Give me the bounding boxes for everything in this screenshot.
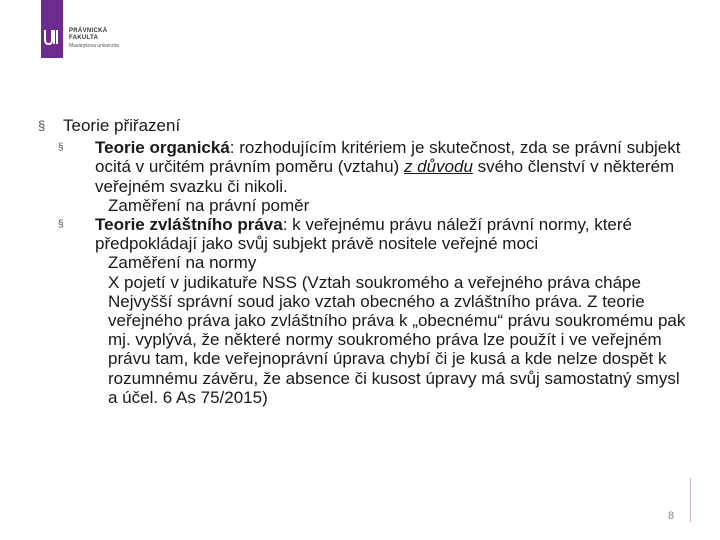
- item-special-desc: : k veřejnému právu náleží právní normy, které předpokládají jako svůj subjekt právě nositele veřejné moci: [95, 215, 632, 254]
- logo-line-1: PRÁVNICKÁ: [69, 28, 108, 34]
- item-organic-focus: Zaměření na právní poměr: [108, 195, 310, 215]
- slide-content: [38, 116, 698, 407]
- logo-line-3: Masarykova univerzita: [69, 42, 119, 49]
- section-bullet-icon: §: [58, 142, 64, 154]
- logo-line-2: FAKULTA: [69, 35, 99, 42]
- section-bullet-icon: §: [58, 219, 64, 231]
- item-special-text: [95, 215, 698, 253]
- logo-mark-icon: [41, 0, 63, 58]
- page-number: 8: [668, 510, 675, 522]
- heading-text: Teorie přiřazení: [63, 116, 181, 135]
- item-special-term: Teorie zvláštního práva: [95, 215, 283, 235]
- item-organic-emphasis: z důvodu: [403, 157, 473, 177]
- bullet-item-organic: [58, 138, 698, 196]
- item-organic-term: Teorie organická: [95, 138, 230, 158]
- item-organic-desc-a: : rozhodujícím kritériem je skutečnost, zda se právní subjekt ocitá v určitém právním poměru (vztahu): [95, 138, 681, 177]
- bullet-item-special: [58, 215, 698, 253]
- section-bullet-icon: §: [38, 118, 46, 133]
- page-divider: [690, 478, 691, 522]
- item-special-note: X pojetí v judikatuře NSS (Vztah soukromého a veřejného práva chápe Nejvyšší správní soud jako vztah obecného a zvláštního práva. Z teorie veřejného práva jako zvláštního práva k „obecnému“ právu soukromému pak mj. vyplývá, že některé normy soukromého práva lze použít i ve veřejném právu tam, kde veřejnoprávní úprava chybí či je kusá a kde nelze dospět k rozumnému závěru, že absence či kusost úpravy má svůj samostatný smysl a účel. 6 As 75/2015): [108, 272, 686, 407]
- item-special-focus: Zaměření na normy: [108, 253, 257, 273]
- logo-text: [69, 0, 119, 50]
- bullet-level1: [38, 116, 698, 135]
- item-organic-desc-b: svého členství v některém veřejném svazku či nikoli.: [95, 157, 675, 196]
- faculty-logo: [41, 0, 119, 58]
- item-organic-text: [95, 138, 698, 196]
